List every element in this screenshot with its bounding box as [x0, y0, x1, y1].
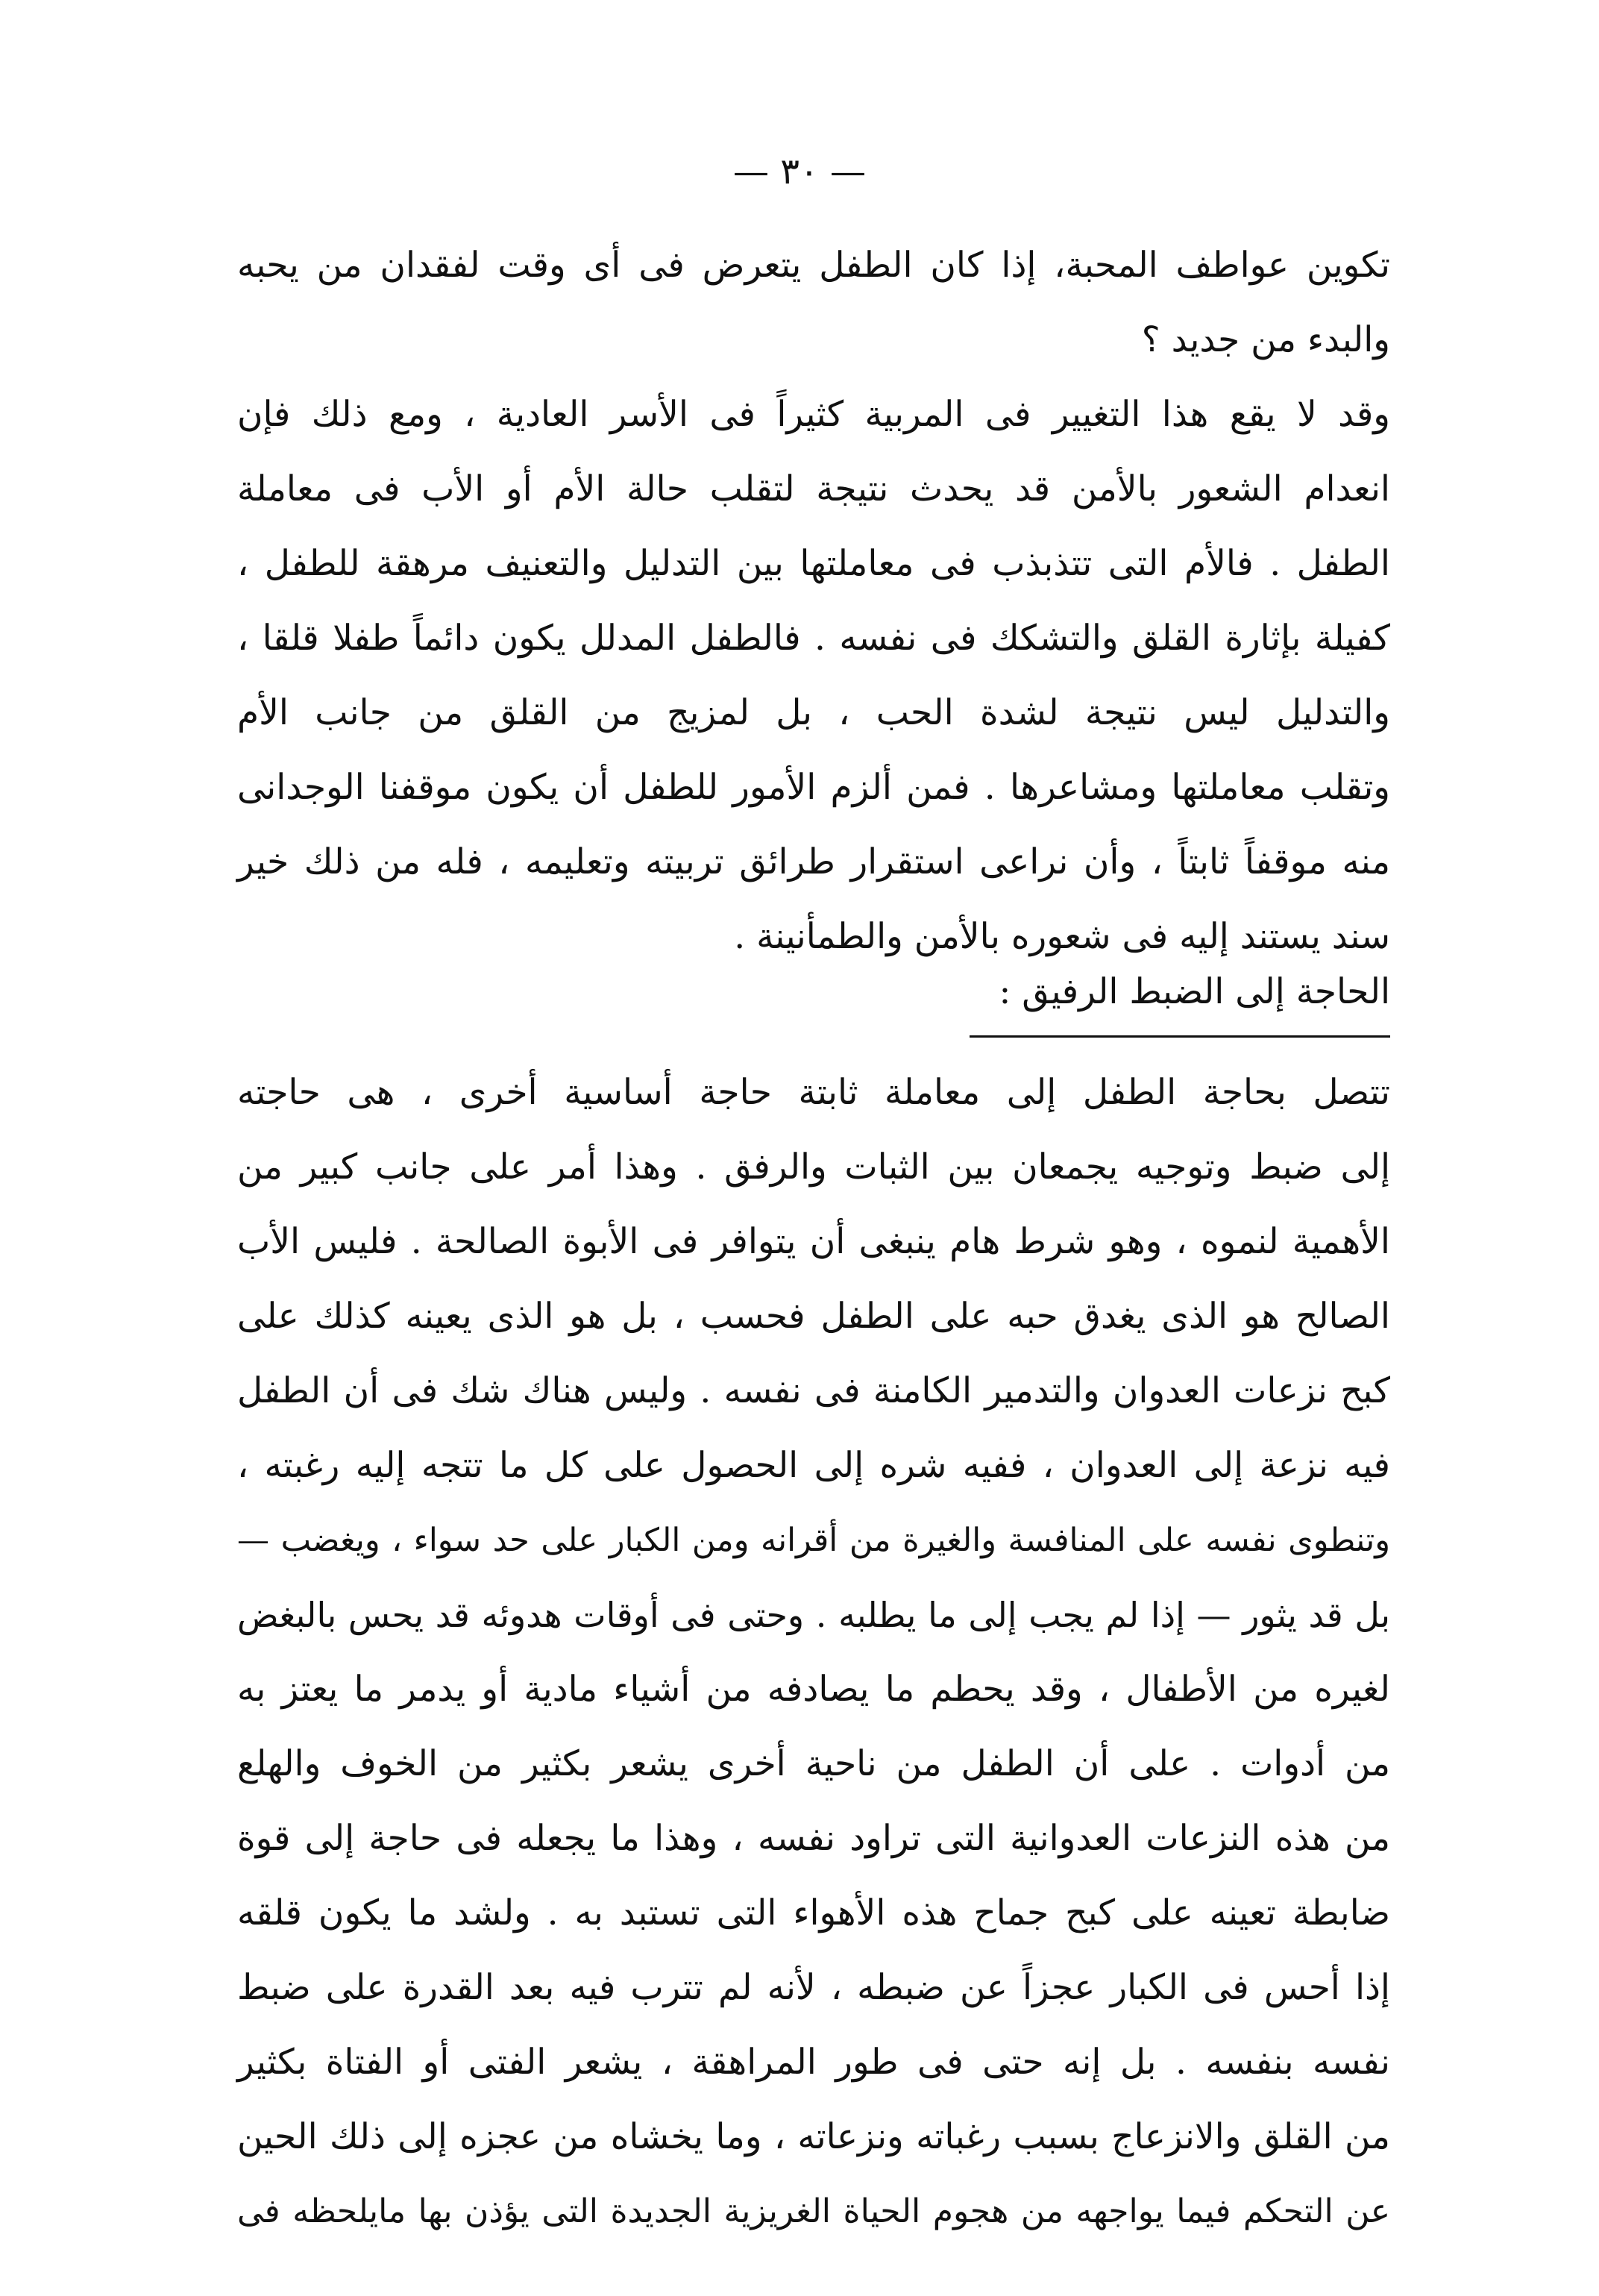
- text-line: عن التحكم فيما يواجهه من هجوم الحياة الغريزية الجديدة التى يؤذن بها مايلحظه فى: [237, 2192, 1390, 2230]
- text-line: إذا أحس فى الكبار عجزاً عن ضبطه ، لأنه لم تترب فيه بعد القدرة على ضبط: [237, 1967, 1390, 2008]
- text-line: وتنطوى نفسه على المنافسة والغيرة من أقرانه ومن الكبار على حد سواء ، ويغضب —: [237, 1522, 1391, 1559]
- text-line: ضابطة تعينه على كبح جماح هذه الأهواء التى تستبد به . ولشد ما يكون قلقه: [237, 1892, 1390, 1933]
- text-line: من هذه النزعات العدوانية التى تراود نفسه ، وهذا ما يجعله فى حاجة إلى قوة: [237, 1818, 1390, 1859]
- text-line: الأهمية لنموه ، وهو شرط هام ينبغى أن يتوافر فى الأبوة الصالحة . فليس الأب: [237, 1221, 1390, 1262]
- text-line: سند يستند إليه فى شعوره بالأمن والطمأنينة .: [734, 916, 1390, 957]
- text-line: والتدليل ليس نتيجة لشدة الحب ، بل لمزيج من القلق من جانب الأم: [237, 692, 1390, 733]
- text-line: كبح نزعات العدوان والتدمير الكامنة فى نفسه . وليس هناك شك فى أن الطفل: [237, 1370, 1390, 1411]
- paragraph-gentle-control: [237, 1056, 1390, 2249]
- text-line: لغيره من الأطفال ، وقد يحطم ما يصادفه من أشياء مادية أو يدمر ما يعتز به: [237, 1669, 1390, 1710]
- text-line: إلى ضبط وتوجيه يجمعان بين الثبات والرفق . وهذا أمر على جانب كبير من: [237, 1147, 1390, 1188]
- text-line: وتقلب معاملتها ومشاعرها . فمن ألزم الأمور للطفل أن يكون موقفنا الوجدانى: [237, 767, 1390, 808]
- text-line: والبدء من جديد ؟: [1141, 319, 1390, 360]
- page-number: — ٣٠ —: [732, 151, 867, 192]
- text-line: تتصل بحاجة الطفل إلى معاملة ثابتة حاجة أساسية أخرى ، هى حاجته: [237, 1072, 1390, 1113]
- paragraph-continuation: [237, 228, 1390, 377]
- paragraph-security: [237, 377, 1390, 974]
- text-line: منه موقفاً ثابتاً ، وأن نراعى استقرار طرائق تربيته وتعليمه ، فله من ذلك خير: [237, 841, 1390, 882]
- text-line: بل قد يثور — إذا لم يجب إلى ما يطلبه . وحتى فى أوقات هدوئه قد يحس بالبغض: [237, 1595, 1390, 1635]
- heading-underline: [970, 1035, 1390, 1038]
- text-line: الطفل . فالأم التى تتذبذب فى معاملتها بين التدليل والتعنيف مرهقة للطفل ،: [237, 543, 1390, 584]
- text-line: كفيلة بإثارة القلق والتشكك فى نفسه . فالطفل المدلل يكون دائماً طفلا قلقا ،: [237, 618, 1390, 659]
- text-line: نفسه بنفسه . بل إنه حتى فى طور المراهقة ، يشعر الفتى أو الفتاة بكثير: [237, 2042, 1390, 2083]
- text-line: انعدام الشعور بالأمن قد يحدث نتيجة لتقلب حالة الأم أو الأب فى معاملة: [237, 468, 1390, 509]
- text-line: تكوين عواطف المحبة، إذا كان الطفل يتعرض فى أى وقت لفقدان من يحبه: [237, 245, 1390, 286]
- text-line: وقد لا يقع هذا التغيير فى المربية كثيراً فى الأسر العادية ، ومع ذلك فإن: [237, 394, 1390, 435]
- text-line: من أدوات . على أن الطفل من ناحية أخرى يشعر بكثير من الخوف والهلع: [237, 1743, 1390, 1784]
- section-heading: الحاجة إلى الضبط الرفيق :: [999, 971, 1390, 1012]
- text-line: الصالح هو الذى يغدق حبه على الطفل فحسب ، بل هو الذى يعينه كذلك على: [237, 1296, 1390, 1337]
- text-line: من القلق والانزعاج بسبب رغباته ونزعاته ، وما يخشاه من عجزه إلى ذلك الحين: [237, 2116, 1390, 2157]
- text-line: فيه نزعة إلى العدوان ، ففيه شره إلى الحصول على كل ما تتجه إليه رغبته ،: [237, 1445, 1390, 1486]
